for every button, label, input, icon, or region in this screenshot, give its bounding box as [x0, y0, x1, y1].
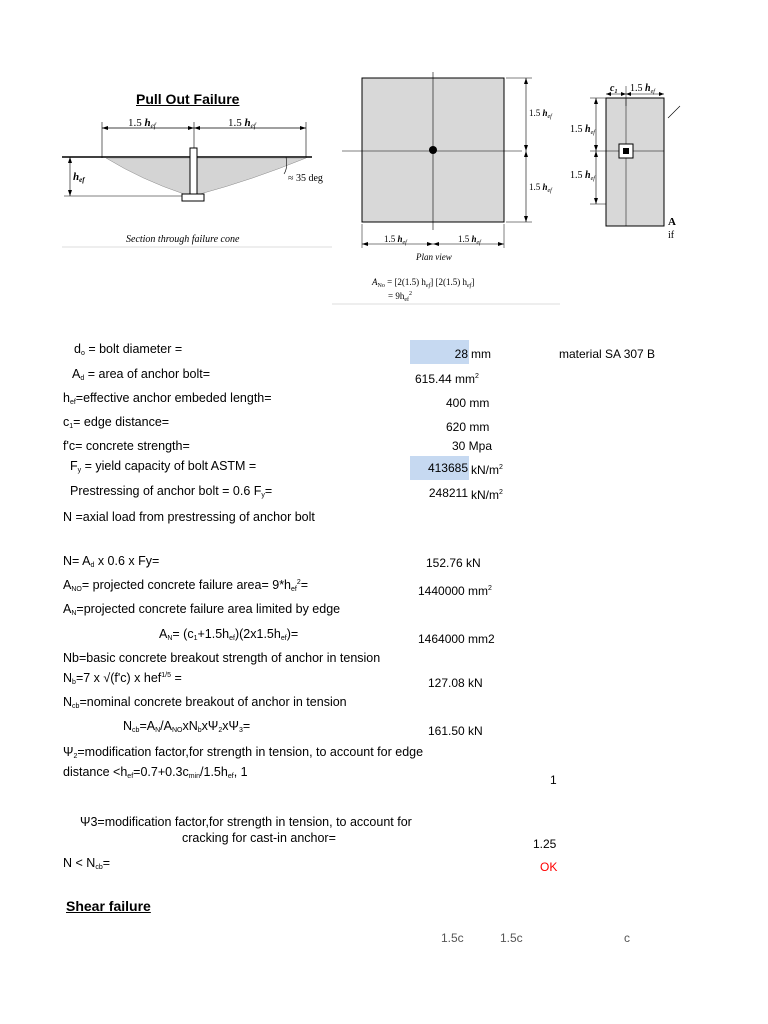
row-psi3-line2: cracking for cast-in anchor=	[182, 831, 336, 845]
row-bolt-diameter: $d_o$ = bolt diameter =	[74, 342, 183, 357]
yield-capacity-value: 413685	[427, 461, 468, 475]
row-embed-length: $h_{ef}=effective$ anchor embeded length=	[63, 391, 272, 406]
row-limited-area-eq: $A_N= (c_1+1.5h_{ef})(2x1.5h_{ef})=$	[159, 627, 299, 642]
plan-figure	[332, 72, 564, 308]
angle-label: ≈ 35 deg	[288, 173, 323, 184]
edge-dim-lower: 1.5 $h_{ef}$	[570, 170, 595, 182]
row-psi2-line2: distance $<h_{ef}=0.7+0.3c_{min}/1.5h_{ef}$, 1	[63, 765, 248, 780]
edge-distance-value: 620 mm	[446, 420, 490, 434]
row-anchor-area: $A_d$ = area of anchor bolt=	[72, 367, 211, 382]
row-limited-area-desc: $A_N=projected$ concrete failure area limited by edge	[63, 602, 341, 617]
bolt-diameter-unit: mm	[471, 347, 491, 361]
yield-capacity-unit: $kN/m^2$	[471, 463, 503, 477]
section-dim-right: 1.5 hef	[228, 117, 256, 130]
edge-figure	[568, 76, 680, 246]
ano-formula-line1: $A_{No} = [2(1.5)$ $h_{ef}$] [2(1.5) $h_{ef}$]	[372, 277, 475, 289]
section-caption: Section through failure cone	[126, 234, 240, 245]
nominal-strength-value: 161.50 kN	[428, 724, 483, 738]
row-nominal-strength-eq: $N_{cb}=A_N/A_{NO}xN_bx\Psi_2x\Psi_3=$	[123, 719, 251, 734]
row-projected-area: $A_{NO}=$ projected concrete failure area= $9*h_{ef}^2=$	[63, 578, 309, 593]
pull-out-failure-title: Pull Out Failure	[136, 91, 240, 107]
row-concrete-strength: f'c= concrete strength=	[63, 439, 190, 453]
plan-dim-left: 1.5 $h_{ef}$	[384, 234, 407, 246]
row-basic-strength-eq: $N_b=7$ x √(f'c) x hef$^{1/5}$ =	[63, 671, 182, 686]
check-result: OK	[540, 860, 558, 874]
psi3-value: 1.25	[533, 837, 557, 851]
section-figure	[62, 108, 338, 250]
edge-c1: $c_1$	[610, 83, 618, 95]
plan-caption: Plan view	[416, 252, 452, 262]
row-psi3-line1: Ψ3=modification factor,for strength in tension, to account for	[80, 815, 412, 829]
concrete-strength-value: 30 Mpa	[452, 439, 493, 453]
prestressing-value: 248211	[428, 486, 468, 500]
shear-failure-title: Shear failure	[66, 898, 151, 914]
edge-dim-upper: 1.5 $h_{ef}$	[570, 124, 595, 136]
edge-note-a: A	[668, 216, 676, 228]
row-axial-load-desc: N =axial load from prestressing of anchor bolt	[63, 510, 315, 524]
bolt-diameter-value: 28	[454, 347, 468, 361]
limited-area-value: 1464000 mm2	[418, 632, 495, 646]
cut-label-c: c	[624, 931, 630, 945]
row-basic-strength-desc: Nb=basic concrete breakout strength of anchor in tension	[63, 651, 381, 665]
edge-note-if: if	[668, 230, 675, 241]
row-edge-distance: $c_1=$ edge distance=	[63, 415, 170, 430]
plan-dim-right: 1.5 $h_{ef}$	[458, 234, 481, 246]
plan-dim-upper: 1.5 $h_{ef}$	[529, 108, 552, 120]
projected-area-value: 1440000 $mm^2$	[418, 584, 492, 598]
edge-dim-top: 1.5 $h_{ef}$	[630, 83, 655, 95]
row-axial-load-eq: $N= A_d$ x 0.6 x Fy=	[63, 554, 160, 569]
basic-strength-value: 127.08 kN	[428, 676, 483, 690]
prestressing-unit: $kN/m^2$	[471, 488, 503, 502]
material-note: material SA 307 B	[559, 347, 656, 361]
ano-formula-line2: = $9h_{ef}^2$	[388, 291, 412, 303]
psi2-value: 1	[550, 773, 557, 787]
row-prestressing: Prestressing of anchor bolt = 0.6 $F_y=$	[70, 484, 273, 499]
section-dim-left: 1.5 hef	[128, 117, 156, 130]
anchor-area-value: 615.44 $mm^2$	[415, 372, 479, 386]
axial-load-value: 152.76 kN	[426, 556, 481, 570]
section-hef-label: hef	[73, 171, 85, 184]
embed-length-value: 400 mm	[446, 396, 490, 410]
row-check: $N < N_{cb}=$	[63, 856, 111, 871]
plan-dim-lower: 1.5 $h_{ef}$	[529, 182, 552, 194]
row-psi2-line1: $\Psi_2=modification$ factor,for strength in tension, to account for edge	[63, 745, 424, 760]
row-yield-capacity: $F_y$ = yield capacity of bolt ASTM =	[70, 459, 257, 474]
row-nominal-strength-desc: $N_{cb}=nominal$ concrete breakout of anchor in tension	[63, 695, 347, 710]
cut-label-a: 1.5c	[441, 931, 464, 945]
cut-label-b: 1.5c	[500, 931, 523, 945]
